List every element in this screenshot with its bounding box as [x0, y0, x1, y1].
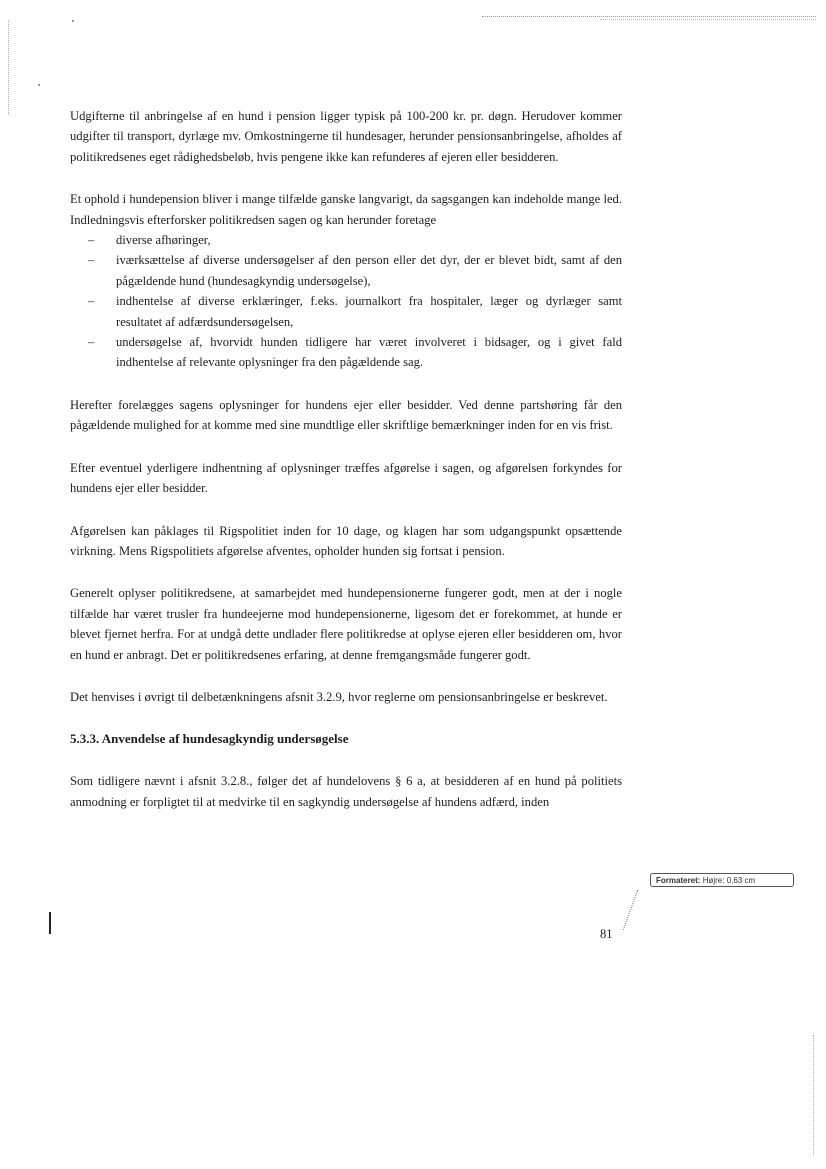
dash-bullet: –: [88, 253, 95, 268]
change-bar: [49, 912, 51, 934]
document-body: [70, 106, 622, 834]
dash-bullet: –: [88, 335, 95, 350]
comment-label: Formateret:: [656, 876, 701, 885]
scan-speck: [72, 20, 74, 22]
list-item-text: iværksættelse af diverse undersøgelser af den person eller det dyr, der er blevet bidt, samt af den pågældende hund (hundesagkyndig undersøgelse),: [116, 253, 622, 288]
comment-leader-line: [623, 890, 639, 930]
paragraph: Udgifterne til anbringelse af en hund i pension ligger typisk på 100-200 kr. pr. døgn. Herudover kommer udgifter til transport, dyrlæge mv. Omkostningerne til hundesager, herunder pensionsanbringelse, afholdes af politikredsenes eget rådighedsbeløb, hvis pengene ikke kan refunderes af ejeren eller besidderen.: [70, 109, 622, 164]
list-item-text: undersøgelse af, hvorvidt hunden tidligere har været involveret i bidsager, og i givet fald indhentelse af relevante oplysninger fra den pågældende sag.: [116, 335, 622, 370]
paragraph: Generelt oplyser politikredsene, at samarbejdet med hundepensionerne fungerer godt, men at der i nogle tilfælde har været trusler fra hundeejerne mod hundepensionerne, ligesom det er forekommet, at hunde er blevet fjernet herfra. For at undgå dette undlader flere politikredse at oplyse ejeren eller besidderen om, hvor en hund er anbragt. Det er politikredsenes erfaring, at denne fremgangsmåde fungerer godt.: [70, 586, 622, 662]
list-item-text: diverse afhøringer,: [116, 233, 211, 248]
scan-speck: [38, 84, 40, 86]
scan-artifact-top: [482, 16, 816, 17]
list-item: [70, 291, 622, 332]
comment-value: Højre: 0,63 cm: [702, 876, 756, 885]
investigation-steps-list: [70, 230, 622, 373]
paragraph: Det henvises i øvrigt til delbetænkningens afsnit 3.2.9, hvor reglerne om pensionsanbringelse er beskrevet.: [70, 689, 608, 704]
scan-artifact-left: [8, 20, 9, 115]
paragraph: Afgørelsen kan påklages til Rigspolitiet inden for 10 dage, og klagen har som udgangspunkt opsættende virkning. Mens Rigspolitiets afgørelse afventes, opholder hunden sig fortsat i pension.: [70, 523, 622, 558]
section-heading: 5.3.3. Anvendelse af hundesagkyndig undersøgelse: [70, 731, 349, 747]
page-number: 81: [600, 927, 613, 941]
paragraph: Et ophold i hundepension bliver i mange tilfælde ganske langvarigt, da sagsgangen kan indeholde mange led. Indledningsvis efterforsker politikredsen sagen og kan herunder foretage: [70, 192, 622, 227]
list-item: [70, 250, 622, 291]
dash-bullet: –: [88, 233, 95, 248]
paragraph: Herefter forelægges sagens oplysninger for hundens ejer eller besidder. Ved denne partshøring får den pågældende mulighed for at komme med sine mundtlige eller skriftlige bemærkninger inden for en vis frist.: [70, 397, 622, 433]
list-item-text: indhentelse af diverse erklæringer, f.eks. journalkort fra hospitaler, læger og dyrlæger samt resultatet af adfærdsundersøgelsen,: [116, 294, 622, 329]
scan-artifact-right: [813, 1035, 814, 1155]
paragraph: Efter eventuel yderligere indhentning af oplysninger træffes afgørelse i sagen, og afgørelsen forkyndes for hundens ejer eller besidder.: [70, 460, 622, 496]
scan-artifact-top-2: [600, 19, 816, 20]
paragraph: Som tidligere nævnt i afsnit 3.2.8., følger det af hundelovens § 6 a, at besidderen af en hund på politiets anmodning er forpligtet til at medvirke til en sagkyndig undersøgelse af hundens adfærd, inden: [70, 774, 622, 809]
formatting-comment-balloon[interactable]: [650, 873, 794, 887]
dash-bullet: –: [88, 294, 95, 309]
list-item: [70, 332, 622, 373]
list-item: [70, 230, 622, 250]
